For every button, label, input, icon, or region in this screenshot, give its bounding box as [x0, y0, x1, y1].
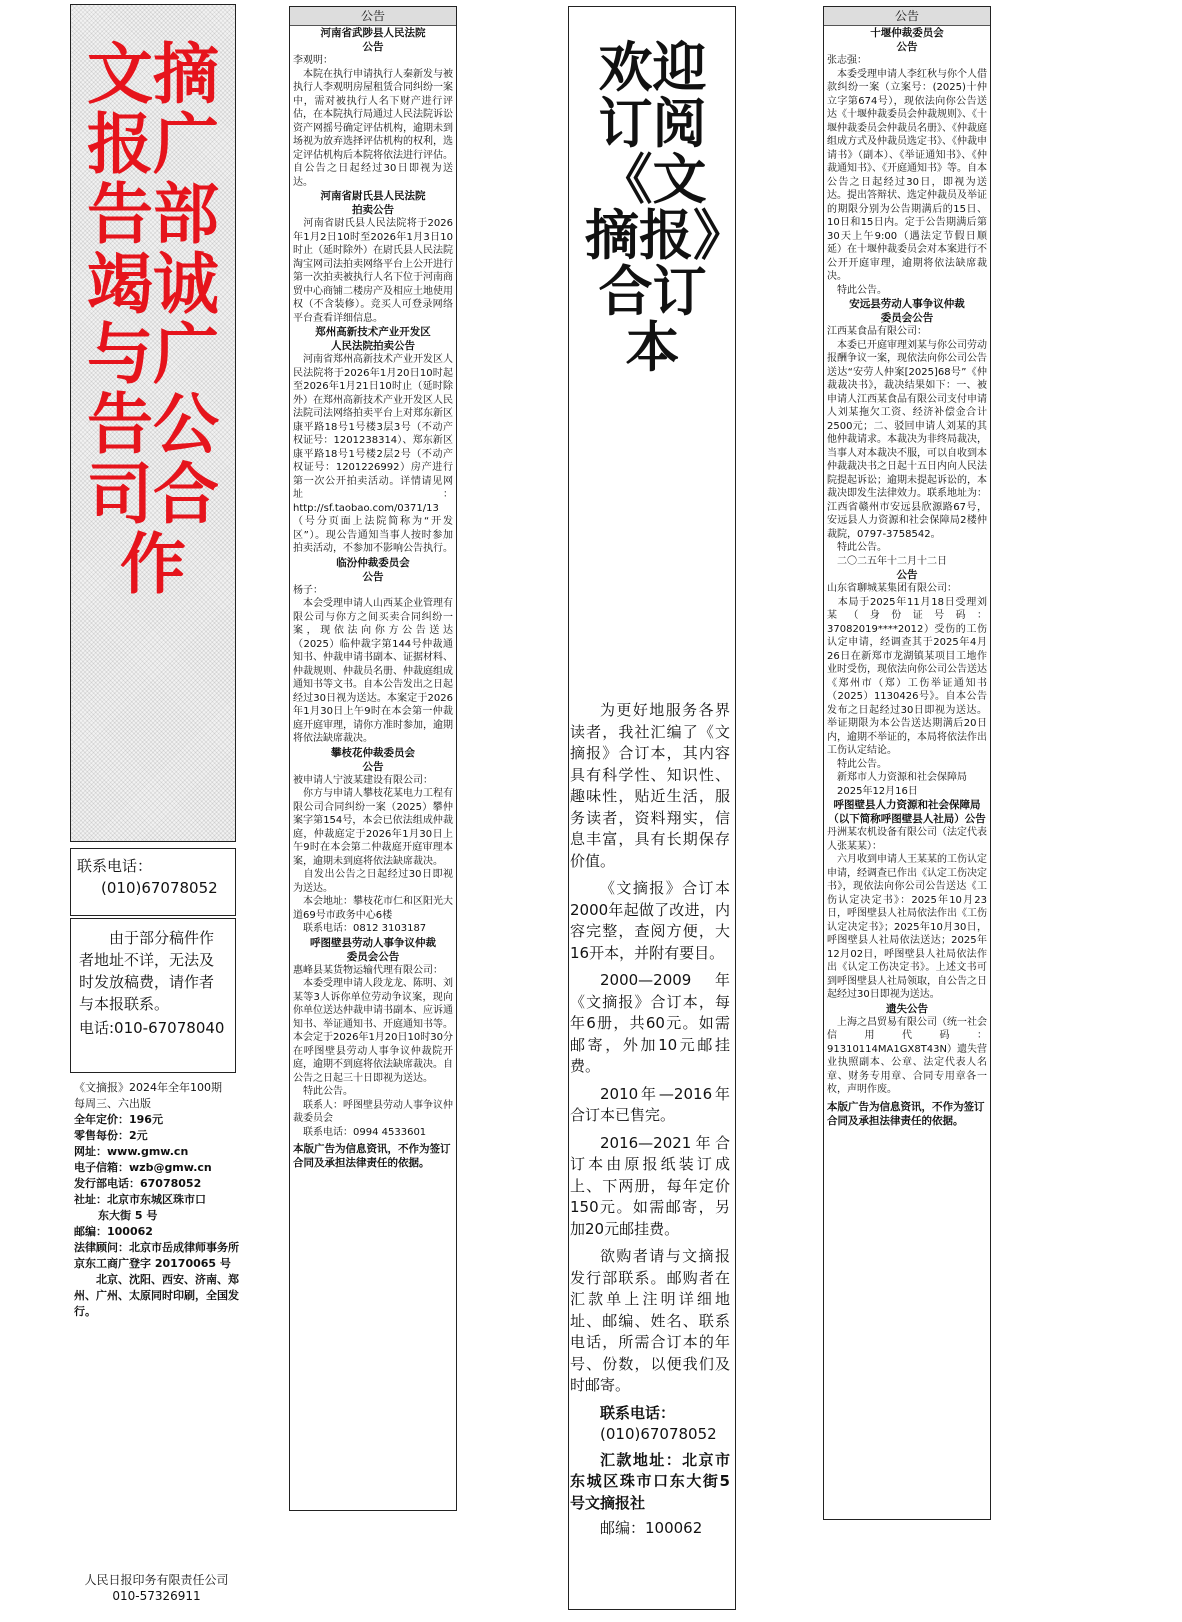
ad-banner-text: 文摘报广告部竭诚与广告公司合作: [87, 36, 219, 603]
notice-column-left: [289, 6, 457, 1511]
author-notice-text: 由于部分稿件作者地址不详，无法及时发放稿费，请作者与本报联系。: [79, 929, 215, 1013]
notice-body: 丹洲某农机设备有限公司（法定代表人张某某）： 六月收到申请人王某某的工伤认定申请，经调查已作出《认定工伤决定书》，现依法向你公司公告送达《工伤认定决定书》：2025年10月23日，呼图壁县人社局依法作出《工伤认定决定书》；2025年10月30日，呼图壁县人社局依法送达；2025年12月02日，呼图壁县人社局依法作出《认定工伤决定书》。上述文书可到呼图壁县人社局领取，自公告之日起经过30日即视为送达。: [827, 827, 987, 1000]
subscription-paragraph: 2016—2021年合订本由原报纸装订成上、下两册，每年定价150元。如需邮寄，另加20元邮挂费。: [570, 1133, 730, 1238]
subscription-remit-address: 汇款地址：北京市东城区珠市口东大街5号文摘报社: [570, 1450, 730, 1512]
notice-body: 上海之昌贸易有限公司（统一社会信用代码：91310114MA1GX8T43N）遗失营业执照副本、公章、法定代表人名章、财务专用章、合同专用章各一枚，声明作废。: [827, 1016, 988, 1095]
notice-title: 人民法院拍卖公告: [331, 340, 415, 352]
notice-title: （以下简称呼图壁县人社局）公告: [828, 813, 986, 825]
notice-title: 委员会公告: [346, 950, 400, 963]
notice-lost-items: [824, 1002, 990, 1097]
notice-title: 公告: [362, 41, 384, 53]
notice-weishi-court: [290, 189, 456, 325]
notice-org: 呼图壁县劳动人事争议仲裁: [310, 936, 436, 949]
column-header: 公告: [824, 7, 990, 26]
ad-phone-box: [70, 848, 236, 916]
author-notice-phone: 电话:010-67078040: [79, 1019, 225, 1037]
notice-column-right: [823, 6, 991, 1520]
info-line: 电子信箱：wzb@gmw.cn: [74, 1161, 212, 1174]
ad-phone-label: 联系电话：: [77, 857, 153, 875]
subscription-paragraph: 2010年—2016年合订本已售完。: [570, 1084, 730, 1124]
notice-linfen-arbitration: [290, 556, 456, 746]
notice-shiyan-arbitration: [824, 26, 990, 297]
notice-body: 惠峰县某货物运输代理有限公司： 本委受理申请人段龙龙、陈明、刘某等3人诉你单位劳动争议案，现向你单位送达仲裁申请书副本、应诉通知书、举证通知书、开庭通知书等。本会定于2026年1月20日10时30分在呼图壁县劳动人事争议仲裁院开庭，逾期不到庭将依法缺席裁决。自公告之日起三十日即视为送达。 特此公告。 联系人：呼图壁县劳动人事争议仲裁委员会 联系电话：0994 4533601: [293, 964, 453, 1138]
subscription-phone-label: 联系电话：: [600, 1403, 676, 1422]
notice-body: 河南省郑州高新技术产业开发区人民法院将于2026年1月20日10时起至2026年1月21日10时止（延时除外）在郑州高新技术产业开发区人民法院司法网络拍卖平台上对郑东新区康平路18号1号楼3层3号（不动产权证号：1201238314）、郑东新区康平路18号1号楼2层2号（不动产权证号：1201226992）房产进行第一次公开拍卖活动。详情请见网址：http://sf.taobao.com/0371/13（号分页面上法院简称为“开发区”）。现公告通知当事人按时参加拍卖活动，不参加不影响公告执行。: [293, 354, 453, 554]
info-line: 北京、沈阳、西安、济南、郑州、广州、太原同时印刷，全国发行。: [74, 1273, 239, 1318]
notice-title: 拍卖公告: [352, 204, 394, 216]
info-line: 网址：www.gmw.cn: [74, 1145, 189, 1158]
notice-org: 郑州高新技术产业开发区: [315, 326, 431, 338]
notice-title: 公告: [896, 569, 918, 581]
notice-body: 河南省尉氏县人民法院将于2026年1月2日10时至2026年1月3日10时止（延时除外）在尉氏县人民法院淘宝网司法拍卖网络平台上公开进行第一次拍卖被执行人名下位于河南商贸中心商铺二楼房产及相应土地使用权（不含装修）。竞买人可登录网络平台查看详细信息。: [293, 218, 453, 324]
subscription-paragraph: 《文摘报》合订本2000年起做了改进，内容完整，查阅方便，大16开本，并附有要目。: [570, 879, 730, 962]
notice-org: 攀枝花仲裁委员会: [331, 746, 415, 759]
notice-title: 公告: [362, 570, 384, 583]
disclaimer: 本版广告为信息资讯，不作为签订合同及承担法律责任的依据。: [293, 1143, 451, 1169]
notice-title: 公告: [896, 41, 918, 53]
notice-title: 公告: [362, 760, 384, 773]
author-notice-box: [70, 918, 236, 1073]
notice-org: 临汾仲裁委员会: [336, 556, 410, 569]
notice-org: 河南省武陟县人民法院: [320, 27, 426, 39]
info-line: 全年定价：196元: [74, 1113, 163, 1126]
notice-hutubi-arbitration: [290, 936, 456, 1140]
info-line: 东大街 5 号: [98, 1209, 158, 1222]
info-line: 零售每份：2元: [74, 1129, 148, 1142]
notice-title: 遗失公告: [886, 1002, 928, 1015]
notice-body: 江西某食品有限公司： 本委已开庭审理刘某与你公司劳动报酬争议一案，现依法向你公司公告送达“安劳人仲案[2025]68号”《仲裁裁决书》，裁决结果如下：一、被申请人江西某食品有限公司支付申请人刘某拖欠工资、经济补偿金合计2500元；二、驳回申请人刘某的其他仲裁请求。本裁决为非终局裁决，当事人对本裁决不服，可以自收到本仲裁裁决书之日起十五日内向人民法院提起诉讼；逾期未提起诉讼的，本裁决即发生法律效力。联系地址为：江西省赣州市安远县欣源路67号，安远县人力资源和社会保障局2楼仲裁院，0797-3758542。 特此公告。 二〇二五年十二月十二日: [827, 326, 987, 567]
notice-title: 委员会公告: [880, 312, 934, 324]
notice-org: 十堰仲裁委员会: [870, 27, 944, 39]
notice-body: 被申请人宁波某建设有限公司： 你方与申请人攀枝花某电力工程有限公司合同纠纷一案（2025）攀仲案字第154号，本会已依法组成仲裁庭，仲裁庭定于2026年1月30日上午9时在本会第二仲裁庭开庭审理本案，逾期未到庭将依法缺席裁决。 自发出公告之日起经过30日即视为送达。 本会地址：攀枝花市仁和区阳光大道69号市政务中心6楼 联系电话：0812 3103187: [293, 774, 453, 934]
info-line: 发行部电话：67078052: [74, 1177, 202, 1190]
info-line: 每周三、六出版: [74, 1097, 151, 1110]
subscription-postcode: 邮编：100062: [600, 1519, 703, 1537]
subscription-body: [570, 700, 730, 1540]
printer-phone: 010-57326911: [112, 1589, 201, 1603]
notice-anyuan-arbitration: [824, 297, 990, 568]
notice-wuzhi-court: [290, 26, 456, 189]
notice-zhengzhou-court: [290, 325, 456, 556]
notice-panzhihua-arbitration: [290, 746, 456, 936]
info-line: 京东工商广登字 20170065 号: [74, 1257, 231, 1270]
masthead-info: [74, 1080, 239, 1320]
subscription-paragraph: 欲购者请与文摘报发行部联系。邮购者在汇款单上注明详细地址、邮编、姓名、联系电话，所需合订本的年号、份数，以便我们及时邮寄。: [570, 1247, 730, 1394]
notice-org: 河南省尉氏县人民法院: [320, 190, 426, 202]
notice-hutubi-hrss: [824, 798, 990, 1002]
column-header: 公告: [290, 7, 456, 26]
info-line: 《文摘报》2024年全年100期: [74, 1081, 222, 1094]
disclaimer: 本版广告为信息资讯，不作为签订合同及承担法律责任的依据。: [827, 1100, 985, 1127]
notice-body: 山东省聊城某集团有限公司： 本局于2025年11月18日受理刘某（身份证号码：37082019****2012）受伤的工伤认定申请，经调查其于2025年4月26日在新郑市龙湖镇某项目工地作业时受伤，现依法向你公司公告送达《郑州市（郑）工伤举证通知书（2025）1130426号》。自本公告发布之日起经过30日即视为送达。举证期限为本公告送达期满后20日内，逾期不举证的，本局将依法作出工伤认定结论。 特此公告。 新郑市人力资源和社会保障局 2025年12月16日: [827, 583, 987, 797]
subscription-paragraph: 2000—2009年《文摘报》合订本，每年6册，共60元。如需邮寄，外加10元邮挂费。: [570, 971, 730, 1075]
info-line: 法律顾问：北京市岳成律师事务所: [74, 1241, 239, 1254]
subscription-title: 欢迎订阅《文摘报》合订本: [585, 36, 720, 379]
notice-body: 张志强： 本委受理申请人李红秋与你个人借款纠纷一案（立案号：(2025)十仲立字第674号），现依法向你公告送达《十堰仲裁委员会仲裁规则》、《十堰仲裁委员会仲裁员名册》、《仲裁庭组成方式及仲裁员选定书》、《仲裁申请书》（副本）、《举证通知书》、《仲裁通知书》、《开庭通知书》等。自本公告之日起经过30日，即视为送达。提出答辩状、选定仲裁员及举证的期限分别为公告期满后的15日、10日和15日内。定于公告期满后第30天上午9:00（遇法定节假日顺延）在十堰仲裁委员会对本案进行不公开开庭审理，逾期将依法缺席裁决。 特此公告。: [827, 55, 987, 296]
notice-org: 安远县劳动人事争议仲裁: [849, 298, 965, 310]
notice-org: 呼图壁县人力资源和社会保障局: [833, 799, 981, 811]
notice-body: 杨子： 本会受理申请人山西某企业管理有限公司与你方之间买卖合同纠纷一案，现依法向你方公告送达（2025）临仲裁字第144号仲裁通知书、仲裁申请书副本、证据材料、仲裁规则、仲裁员名册、仲裁庭组成通知书等文书。自本公告发出之日起经过30日视为送达。本案定于2026年1月30日上午9时在本会第一仲裁庭开庭审理，请你方准时参加，逾期将依法缺席裁决。: [293, 584, 453, 744]
info-line: 邮编：100062: [74, 1225, 153, 1238]
printer-company: 人民日报印务有限责任公司: [84, 1573, 229, 1587]
printer-footer: [74, 1572, 239, 1604]
subscription-paragraph: 为更好地服务各界读者，我社汇编了《文摘报》合订本，其内容具有科学性、知识性、趣味性，贴近生活，服务读者，资料翔实，信息丰富，具有长期保存价值。: [570, 701, 730, 870]
info-line: 社址：北京市东城区珠市口: [74, 1193, 206, 1206]
subscription-phone-value: (010)67078052: [600, 1425, 717, 1443]
notice-body: 李观明： 本院在执行申请执行人秦新发与被执行人李观明房屋租赁合同纠纷一案中，需对被执行人名下财产进行评估，在本院执行局通过人民法院诉讼资产网摇号确定评估机构，逾期未到场视为放弃选择评估机构的权利，选定评估机构后本院将依法进行评估。自公告之日起经过30日即视为送达。: [293, 55, 453, 188]
notice-xinzheng-labor: [824, 568, 990, 798]
ad-phone-value: (010)67078052: [101, 879, 218, 897]
